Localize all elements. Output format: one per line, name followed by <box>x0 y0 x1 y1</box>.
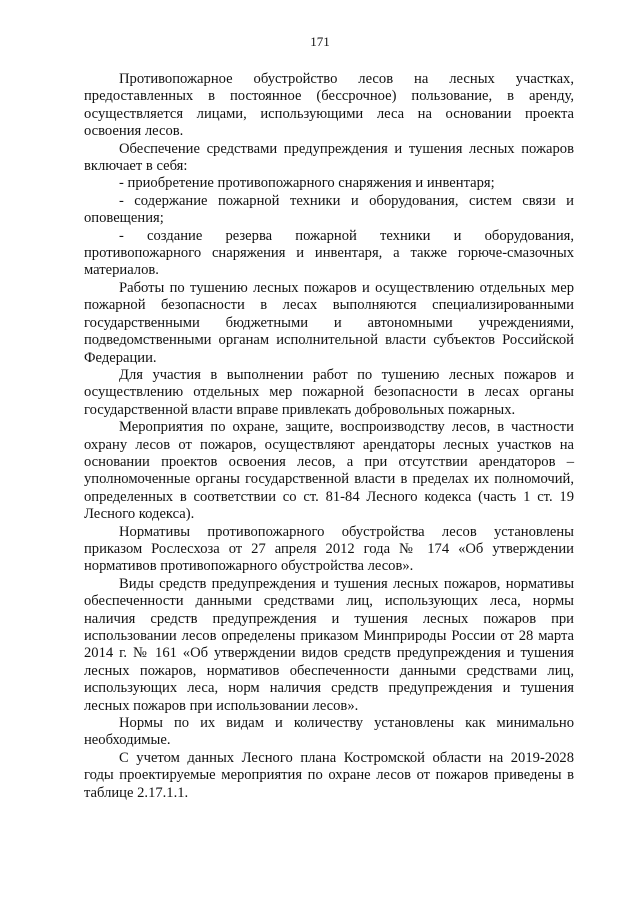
paragraph-4: Для участия в выполнении работ по тушению лесных пожаров и осуществлению отдельных мер пожарной безопасности в лесах органы государственной власти вправе привлекать добровольных пожарных. <box>84 366 574 418</box>
document-body <box>84 71 574 802</box>
list-item-maintenance: - содержание пожарной техники и оборудования, систем связи и оповещения; <box>84 192 574 227</box>
paragraph-6: Нормативы противопожарного обустройства лесов установлены приказом Рослесхоза от 27 апреля 2012 года № 174 «Об утверждении нормативов противопожарного обустройства лесов». <box>84 523 574 575</box>
page-number: 171 <box>310 34 330 49</box>
list-item-equipment: - приобретение противопожарного снаряжения и инвентаря; <box>119 175 495 192</box>
paragraph-1: Противопожарное обустройство лесов на лесных участках, предоставленных в постоянное (бессрочное) пользование, в аренду, осуществляется лицами, использующими леса на основании проекта освоения лесов. <box>84 71 574 140</box>
paragraph-8: Нормы по их видам и количеству установлены как минимально необходимые. <box>84 715 574 749</box>
paragraph-3: Работы по тушению лесных пожаров и осуществлению отдельных мер пожарной безопасности в лесах выполняются специализированными государственными бюджетными и автономными учреждениями, подведомственными органам исполнительной власти субъектов Российской Федерации. <box>84 279 574 366</box>
paragraph-7: Виды средств предупреждения и тушения лесных пожаров, нормативы обеспеченности данными средствами лиц, использующих леса, нормы наличия средств предупреждения и тушения лесных пожаров при использовании лесов определены приказом Минприроды России от 28 марта 2014 г. № 161 «Об утверждении видов средств предупреждения и тушения лесных пожаров, нормативов обеспеченности данными средствами лиц, использующих леса, норм наличия средств предупреждения и тушения лесных пожаров при использовании лесов». <box>84 575 574 714</box>
paragraph-9: С учетом данных Лесного плана Костромской области на 2019-2028 годы проектируемые мероприятия по охране лесов от пожаров приведены в таблице 2.17.1.1. <box>84 749 574 801</box>
list-item-reserve: - создание резерва пожарной техники и оборудования, противопожарного снаряжения и инвентаря, а также горюче-смазочных материалов. <box>84 227 574 279</box>
paragraph-5: Мероприятия по охране, защите, воспроизводству лесов, в частности охрану лесов от пожаров, осуществляют арендаторы лесных участков на основании проектов освоения лесов, а при отсутствии арендаторов – уполномоченные органы государственной власти в пределах их полномочий, определенных в соответствии со ст. 81-84 Лесного кодекса (часть 1 ст. 19 Лесного кодекса). <box>84 419 574 523</box>
paragraph-2: Обеспечение средствами предупреждения и тушения лесных пожаров включает в себя: <box>84 140 574 175</box>
